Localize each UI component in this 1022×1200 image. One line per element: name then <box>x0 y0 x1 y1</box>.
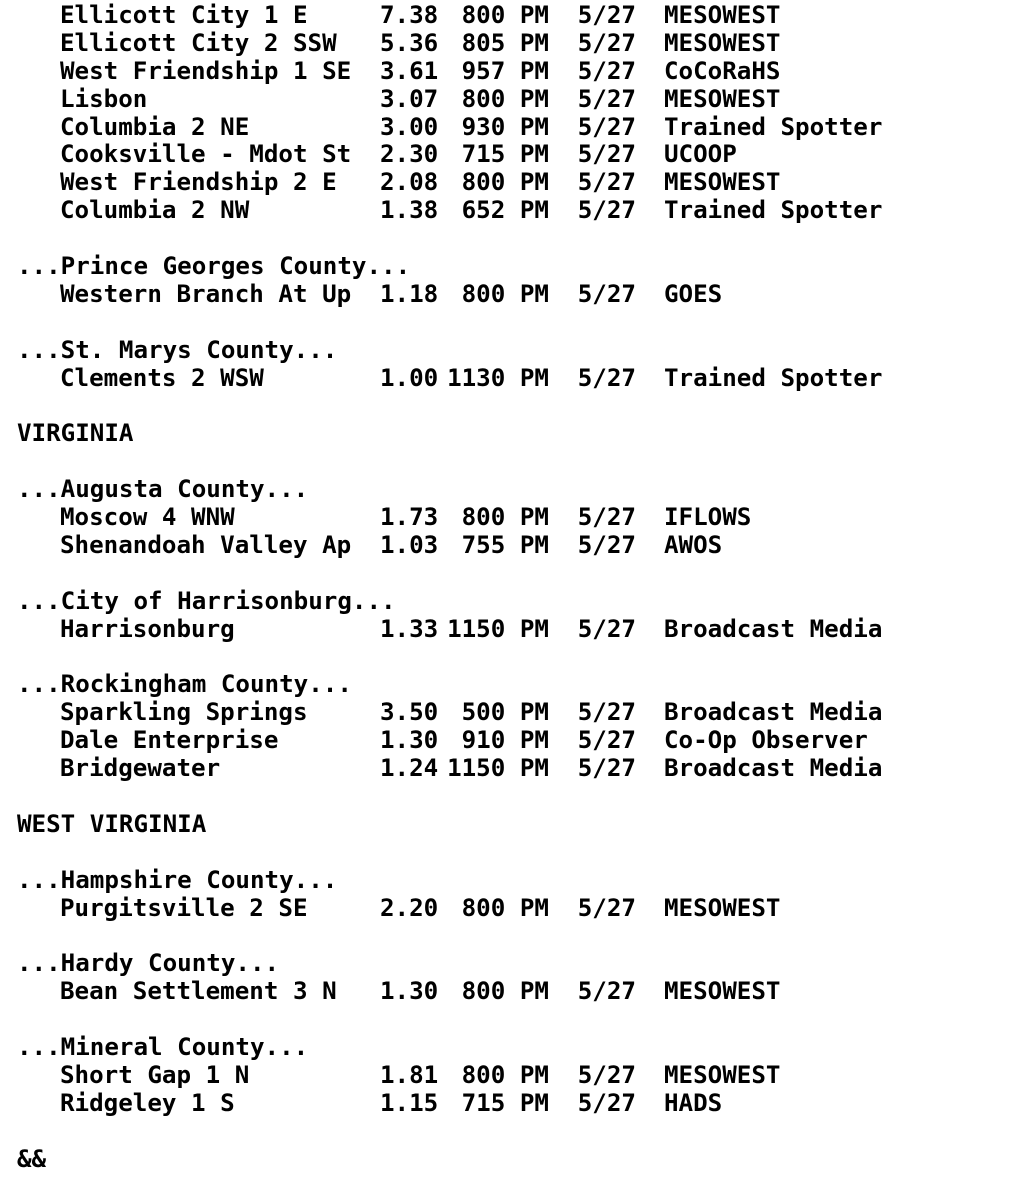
observation-date: 5/27 <box>577 140 636 169</box>
report-source: MESOWEST <box>664 1 781 29</box>
rainfall-amount: 1.73 <box>380 503 439 532</box>
report-source: Trained Spotter <box>664 196 883 225</box>
observation-time: 800 PM <box>461 977 549 1006</box>
county-header: ...St. Marys County... <box>17 335 338 364</box>
report-row <box>17 114 882 142</box>
report-source: CoCoRaHS <box>664 56 781 85</box>
blank-line <box>17 1006 882 1034</box>
observation-time: 930 PM <box>461 112 549 141</box>
county-header: ...Mineral County... <box>17 1032 309 1061</box>
rainfall-amount: 1.24 <box>380 754 439 783</box>
observation-date: 5/27 <box>577 614 636 643</box>
observation-date: 5/27 <box>577 698 636 727</box>
observation-time: 800 PM <box>461 84 549 113</box>
report-row <box>17 86 882 114</box>
station-location: Short Gap 1 N <box>60 1060 250 1089</box>
observation-date: 5/27 <box>577 1088 636 1117</box>
report-source: MESOWEST <box>664 977 781 1006</box>
observation-time: 715 PM <box>461 140 549 169</box>
rainfall-amount: 1.38 <box>380 196 439 225</box>
report-source: IFLOWS <box>664 503 752 532</box>
observation-date: 5/27 <box>577 977 636 1006</box>
station-location: Shenandoah Valley Ap <box>60 530 352 559</box>
observation-date: 5/27 <box>577 530 636 559</box>
station-location: Columbia 2 NE <box>60 112 250 141</box>
rainfall-amount: 1.81 <box>380 1060 439 1089</box>
report-row <box>17 169 882 197</box>
station-location: West Friendship 2 E <box>60 168 337 197</box>
blank-line <box>17 448 882 476</box>
report-source: Broadcast Media <box>664 754 883 783</box>
observation-time: 1150 PM <box>447 754 549 783</box>
report-source: MESOWEST <box>664 893 781 922</box>
observation-date: 5/27 <box>577 754 636 783</box>
rainfall-amount: 1.30 <box>380 977 439 1006</box>
county-header: ...City of Harrisonburg... <box>17 586 396 615</box>
report-source: Trained Spotter <box>664 112 883 141</box>
station-location: Western Branch At Up <box>60 279 352 308</box>
report-source: Co-Op Observer <box>664 726 868 755</box>
report-source: Broadcast Media <box>664 614 883 643</box>
rainfall-amount: 2.30 <box>380 140 439 169</box>
rainfall-amount: 1.03 <box>380 530 439 559</box>
state-header: VIRGINIA <box>17 419 134 448</box>
observation-time: 500 PM <box>461 698 549 727</box>
station-location: Harrisonburg <box>60 614 235 643</box>
observation-time: 715 PM <box>461 1088 549 1117</box>
observation-date: 5/27 <box>577 56 636 85</box>
report-row <box>17 58 882 86</box>
blank-line <box>17 783 882 811</box>
observation-date: 5/27 <box>577 112 636 141</box>
rainfall-amount: 1.15 <box>380 1088 439 1117</box>
report-row <box>17 281 882 309</box>
report-row <box>17 197 882 225</box>
rainfall-amount: 5.36 <box>380 28 439 57</box>
observation-time: 800 PM <box>461 503 549 532</box>
rainfall-amount: 3.00 <box>380 112 439 141</box>
observation-date: 5/27 <box>577 84 636 113</box>
observation-date: 5/27 <box>577 726 636 755</box>
observation-date: 5/27 <box>577 28 636 57</box>
blank-line <box>17 560 882 588</box>
station-location: Ellicott City 2 SSW <box>60 28 337 57</box>
report-source: MESOWEST <box>664 84 781 113</box>
report-row <box>17 727 882 755</box>
station-location: Ridgeley 1 S <box>60 1088 235 1117</box>
observation-date: 5/27 <box>577 279 636 308</box>
state-header: WEST VIRGINIA <box>17 809 207 838</box>
report-source: Broadcast Media <box>664 698 883 727</box>
observation-date: 5/27 <box>577 1 636 29</box>
report-row <box>17 1062 882 1090</box>
observation-date: 5/27 <box>577 168 636 197</box>
observation-time: 910 PM <box>461 726 549 755</box>
station-location: Bridgewater <box>60 754 221 783</box>
rainfall-amount: 2.08 <box>380 168 439 197</box>
county-header: ...Prince Georges County... <box>17 252 411 281</box>
report-row <box>17 30 882 58</box>
report-row <box>17 532 882 560</box>
blank-line <box>17 643 882 671</box>
station-location: Columbia 2 NW <box>60 196 250 225</box>
report-row <box>17 699 882 727</box>
report-source: UCOOP <box>664 140 737 169</box>
observation-date: 5/27 <box>577 363 636 392</box>
observation-time: 1130 PM <box>447 363 549 392</box>
county-header: ...Augusta County... <box>17 475 309 504</box>
report-row <box>17 365 882 393</box>
report-source: MESOWEST <box>664 1060 781 1089</box>
rainfall-amount: 2.20 <box>380 893 439 922</box>
rainfall-amount: 1.33 <box>380 614 439 643</box>
station-location: Lisbon <box>60 84 148 113</box>
county-header: ...Hampshire County... <box>17 865 338 894</box>
report-row <box>17 616 882 644</box>
observation-date: 5/27 <box>577 893 636 922</box>
blank-line <box>17 225 882 253</box>
station-location: Dale Enterprise <box>60 726 279 755</box>
blank-line <box>17 839 882 867</box>
observation-time: 755 PM <box>461 530 549 559</box>
station-location: Purgitsville 2 SE <box>60 893 308 922</box>
report-source: HADS <box>664 1088 723 1117</box>
observation-time: 957 PM <box>461 56 549 85</box>
report-source: MESOWEST <box>664 28 781 57</box>
observation-time: 800 PM <box>461 893 549 922</box>
report-source: Trained Spotter <box>664 363 883 392</box>
report-source: AWOS <box>664 530 723 559</box>
report-source: MESOWEST <box>664 168 781 197</box>
report-row <box>17 755 882 783</box>
county-header: ...Rockingham County... <box>17 670 352 699</box>
report-row <box>17 141 882 169</box>
observation-time: 805 PM <box>461 28 549 57</box>
station-location: Clements 2 WSW <box>60 363 264 392</box>
county-header: ...Hardy County... <box>17 949 280 978</box>
station-location: Ellicott City 1 E <box>60 1 308 29</box>
observation-date: 5/27 <box>577 503 636 532</box>
rainfall-amount: 1.30 <box>380 726 439 755</box>
report-source: GOES <box>664 279 723 308</box>
station-location: Sparkling Springs <box>60 698 308 727</box>
rainfall-amount: 1.00 <box>380 363 439 392</box>
report-row <box>17 2 882 30</box>
observation-time: 652 PM <box>461 196 549 225</box>
report-row <box>17 978 882 1006</box>
observation-time: 800 PM <box>461 1 549 29</box>
blank-line <box>17 1118 882 1146</box>
observation-time: 800 PM <box>461 279 549 308</box>
observation-time: 800 PM <box>461 168 549 197</box>
report-row <box>17 504 882 532</box>
station-location: Cooksville - Mdot St <box>60 140 352 169</box>
end-marker: && <box>17 1144 47 1173</box>
blank-line <box>17 922 882 950</box>
rainfall-amount: 3.50 <box>380 698 439 727</box>
observation-time: 1150 PM <box>447 614 549 643</box>
rainfall-amount: 7.38 <box>380 1 439 29</box>
observation-date: 5/27 <box>577 1060 636 1089</box>
observation-time: 800 PM <box>461 1060 549 1089</box>
observation-date: 5/27 <box>577 196 636 225</box>
blank-line <box>17 392 882 420</box>
report-row <box>17 895 882 923</box>
station-location: West Friendship 1 SE <box>60 56 352 85</box>
rainfall-report <box>17 2 882 1173</box>
station-location: Bean Settlement 3 N <box>60 977 337 1006</box>
rainfall-amount: 3.07 <box>380 84 439 113</box>
report-row <box>17 1090 882 1118</box>
rainfall-amount: 3.61 <box>380 56 439 85</box>
rainfall-amount: 1.18 <box>380 279 439 308</box>
blank-line <box>17 309 882 337</box>
station-location: Moscow 4 WNW <box>60 503 235 532</box>
